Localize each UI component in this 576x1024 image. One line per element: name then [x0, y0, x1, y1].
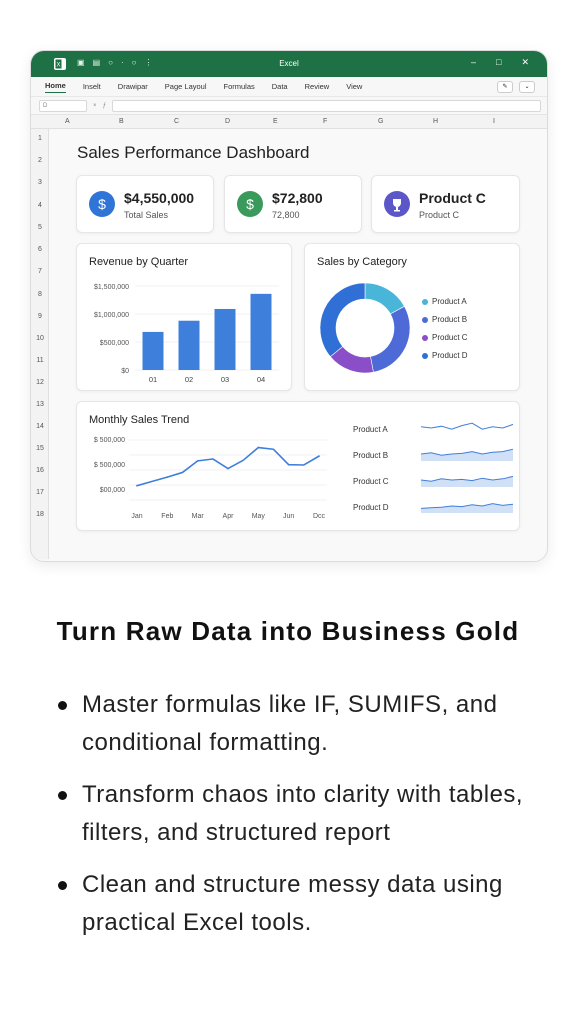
dashboard-title: Sales Performance Dashboard — [77, 143, 310, 162]
tab-draw[interactable]: Drawipar — [117, 82, 148, 91]
y-tick-label: $1,500,000 — [93, 284, 129, 291]
revenue-by-quarter-card[interactable] — [76, 243, 292, 391]
data-point — [166, 476, 168, 478]
legend-label: Product C — [432, 333, 468, 342]
x-tick-label: 02 — [184, 375, 194, 384]
column-header[interactable]: A — [65, 118, 70, 125]
row-header[interactable]: 12 — [36, 379, 44, 386]
row-header[interactable]: 7 — [38, 268, 42, 275]
legend-dot — [422, 353, 428, 359]
row-header[interactable]: 11 — [36, 357, 44, 364]
y-tick-label: $500,000 — [99, 340, 129, 347]
x-tick-label: Apr — [222, 513, 234, 520]
row-header[interactable]: 6 — [38, 246, 42, 253]
separator-icon: · — [120, 58, 124, 67]
row-header[interactable]: 1 — [38, 135, 42, 142]
tab-data[interactable]: Data — [271, 82, 288, 91]
y-tick-label: $ 500,000 — [93, 462, 125, 469]
window-title: Excel — [279, 59, 299, 68]
kpi-label: Product C — [419, 210, 460, 220]
row-header[interactable]: 5 — [38, 224, 42, 231]
fx-icon[interactable]: ƒ — [102, 102, 106, 109]
undo-icon[interactable]: ▤ — [92, 58, 101, 67]
column-header[interactable]: G — [378, 118, 384, 125]
bar — [215, 309, 236, 370]
y-tick-label: $1,000,000 — [93, 312, 129, 319]
tab-insert[interactable]: Inselt — [82, 82, 101, 91]
minimize-icon[interactable]: – — [471, 57, 477, 67]
sparkline-area — [421, 476, 513, 487]
monthly-trend-line-chart — [77, 402, 337, 532]
options-icon[interactable]: ○ — [131, 58, 137, 67]
dollar-icon: $ — [237, 191, 263, 217]
redo-icon[interactable]: ○ — [108, 58, 113, 67]
tab-review[interactable]: Review — [304, 82, 330, 91]
kpi-card-top-product[interactable] — [371, 175, 520, 233]
column-header[interactable]: E — [273, 118, 278, 125]
x-tick-label: Mar — [191, 513, 204, 520]
row-header[interactable]: 10 — [36, 335, 44, 342]
sparkline-label: Product C — [353, 477, 389, 486]
card-title: Monthly Sales Trend — [89, 414, 190, 426]
kpi-label: 72,800 — [272, 210, 300, 220]
y-tick-label: $00,000 — [99, 487, 125, 494]
x-tick-label: Feb — [161, 513, 174, 520]
formula-input[interactable] — [112, 100, 541, 112]
category-donut-chart — [305, 244, 521, 392]
chevron-down-icon[interactable]: ⌄ — [519, 81, 535, 93]
kpi-value: $4,550,000 — [124, 190, 195, 206]
tab-home[interactable]: Home — [45, 81, 66, 93]
kpi-label: Total Sales — [124, 210, 169, 220]
y-tick-label: $0 — [121, 368, 129, 375]
sparkline-area — [421, 449, 513, 461]
name-box[interactable]: D — [39, 100, 87, 112]
sparkline-label: Product D — [353, 503, 389, 512]
trophy-icon — [384, 191, 410, 217]
maximize-icon[interactable]: □ — [496, 57, 502, 67]
x-tick-label: Jun — [283, 513, 295, 520]
worksheet[interactable] — [49, 129, 547, 561]
row-header[interactable]: 14 — [36, 423, 44, 430]
row-header[interactable]: 8 — [38, 291, 42, 298]
column-header[interactable]: B — [119, 118, 124, 125]
tab-page-layout[interactable]: Page Layoul — [164, 82, 207, 91]
formula-bar — [31, 97, 547, 115]
pie-slice — [370, 306, 410, 372]
data-point — [288, 464, 290, 466]
bullet-item: Master formulas like IF, SUMIFS, and conditional formatting. — [62, 686, 542, 762]
svg-text:X: X — [56, 62, 61, 69]
sparkline-label: Product A — [353, 425, 388, 434]
row-header[interactable]: 3 — [38, 179, 42, 186]
column-header[interactable]: H — [433, 118, 439, 125]
legend-dot — [422, 335, 428, 341]
x-tick-label: Jan — [131, 513, 143, 520]
x-tick-label: 01 — [148, 375, 158, 384]
data-point — [257, 447, 259, 449]
close-icon[interactable]: ✕ — [521, 57, 529, 67]
tab-formulas[interactable]: Formulas — [223, 82, 255, 91]
product-sparklines — [337, 402, 521, 532]
row-headers — [31, 129, 49, 559]
revenue-bar-chart — [77, 244, 293, 392]
sparkline-line — [421, 423, 513, 429]
row-header[interactable]: 9 — [38, 313, 42, 320]
series-line — [137, 448, 319, 486]
row-header[interactable]: 17 — [36, 489, 44, 496]
legend-item-product-b — [422, 315, 467, 324]
bullet-item: Transform chaos into clarity with tables, filters, and structured report — [62, 776, 542, 852]
column-header[interactable]: I — [493, 118, 495, 125]
row-header[interactable]: 16 — [36, 467, 44, 474]
row-header[interactable]: 15 — [36, 445, 44, 452]
row-header[interactable]: 18 — [36, 511, 44, 518]
monthly-sales-trend-card[interactable] — [76, 401, 520, 531]
bar — [251, 294, 272, 370]
legend-label: Product A — [432, 297, 467, 306]
kpi-card-total-sales[interactable] — [76, 175, 214, 233]
data-point — [197, 460, 199, 462]
bar — [179, 321, 200, 370]
dollar-icon: $ — [89, 191, 115, 217]
feature-bullet-list — [62, 686, 542, 956]
sales-by-category-card[interactable] — [304, 243, 520, 391]
more-icon[interactable]: ⋮ — [144, 58, 153, 67]
column-header[interactable]: F — [323, 118, 328, 125]
bar — [143, 332, 164, 370]
y-tick-label: $ 500,000 — [93, 437, 125, 444]
bullet-item: Clean and structure messy data using practical Excel tools. — [62, 866, 542, 942]
ribbon-tabs — [31, 77, 547, 97]
legend-dot — [422, 299, 428, 305]
data-point — [227, 468, 229, 470]
legend-item-product-d — [422, 351, 468, 360]
save-icon[interactable]: ▣ — [77, 58, 85, 67]
legend-label: Product D — [432, 351, 468, 360]
kpi-card-profit[interactable] — [224, 175, 362, 233]
comments-icon[interactable]: ✎ — [497, 81, 513, 93]
legend-item-product-c — [422, 333, 468, 342]
cancel-icon[interactable]: × — [93, 102, 97, 109]
row-header[interactable]: 2 — [38, 157, 42, 164]
column-headers — [31, 115, 547, 129]
tab-view[interactable]: View — [346, 82, 363, 91]
x-tick-label: Dcc — [312, 513, 326, 520]
window-controls — [471, 57, 529, 68]
row-header[interactable]: 13 — [36, 401, 44, 408]
x-tick-label: May — [251, 513, 265, 520]
column-header[interactable]: C — [174, 118, 180, 125]
kpi-value: $72,800 — [272, 190, 323, 206]
page-heading: Turn Raw Data into Business Gold — [56, 616, 520, 646]
title-bar — [31, 51, 547, 77]
row-header[interactable]: 4 — [38, 202, 42, 209]
kpi-value: Product C — [419, 190, 486, 206]
legend-item-product-a — [422, 297, 467, 306]
legend-label: Product B — [432, 315, 468, 324]
x-tick-label: 04 — [256, 375, 266, 384]
column-header[interactable]: D — [225, 118, 231, 125]
x-tick-label: 03 — [220, 375, 230, 384]
excel-window — [30, 50, 548, 562]
data-point — [318, 455, 320, 457]
card-title: Sales by Category — [317, 256, 407, 268]
pie-slice — [320, 283, 365, 357]
data-point — [136, 485, 138, 487]
sparkline-label: Product B — [353, 451, 389, 460]
legend-dot — [422, 317, 428, 323]
card-title: Revenue by Quarter — [89, 256, 189, 268]
